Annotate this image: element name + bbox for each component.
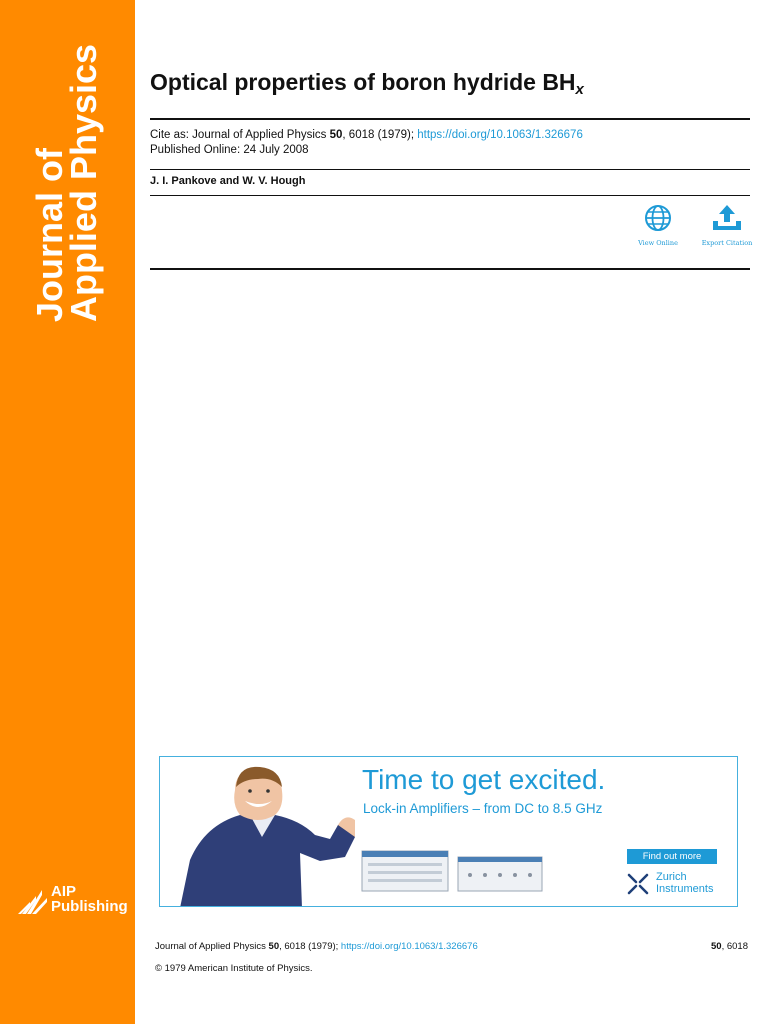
citation-block bbox=[150, 128, 583, 158]
aip-flame-icon bbox=[16, 886, 48, 916]
export-citation-button[interactable] bbox=[697, 203, 757, 247]
doi-link[interactable]: https://doi.org/10.1063/1.326676 bbox=[417, 129, 583, 141]
globe-icon bbox=[643, 203, 673, 233]
footer-page-number bbox=[711, 941, 748, 952]
brand-line2: Instruments bbox=[656, 883, 714, 895]
title-divider bbox=[150, 118, 750, 120]
footer-doi-link[interactable]: https://doi.org/10.1063/1.326676 bbox=[340, 941, 478, 952]
find-out-more-button[interactable]: Find out more bbox=[627, 849, 717, 864]
footer-page-num: , 6018 bbox=[721, 941, 748, 952]
footer-journal: Journal of Applied Physics bbox=[155, 941, 269, 952]
title-subscript: x bbox=[575, 81, 584, 98]
footer-volume: 50 bbox=[268, 941, 280, 952]
journal-name-line1: Journal of bbox=[29, 148, 70, 323]
view-online-button[interactable] bbox=[628, 203, 688, 247]
copyright-notice: © 1979 American Institute of Physics. bbox=[155, 963, 313, 974]
footer-pages-year: , 6018 (1979); bbox=[279, 941, 341, 952]
cite-volume: 50 bbox=[329, 129, 343, 141]
article-title bbox=[150, 69, 584, 98]
article-title-text: Optical properties of boron hydride BH bbox=[150, 69, 576, 95]
aip-text: AIP bbox=[51, 883, 77, 900]
citation-divider bbox=[150, 169, 750, 170]
publishing-text: Publishing bbox=[51, 898, 128, 915]
view-online-label: View Online bbox=[638, 239, 678, 247]
published-online: Published Online: 24 July 2008 bbox=[150, 144, 309, 156]
footer-citation bbox=[155, 941, 478, 952]
journal-name-line2: Applied Physics bbox=[63, 43, 104, 323]
ad-subheadline: Lock-in Amplifiers – from DC to 8.5 GHz bbox=[363, 801, 603, 816]
authors-divider bbox=[150, 195, 750, 196]
lock-in-amplifier-devices-image bbox=[360, 845, 545, 895]
ad-headline: Time to get excited. bbox=[362, 764, 606, 795]
advertisement-banner[interactable] bbox=[159, 756, 738, 907]
brand-line1: Zurich bbox=[656, 871, 687, 883]
header-bottom-divider bbox=[150, 268, 750, 270]
zurich-instruments-text bbox=[656, 871, 713, 895]
zurich-x-icon bbox=[627, 873, 649, 895]
cite-prefix: Cite as: Journal of Applied Physics bbox=[150, 129, 330, 141]
smiling-person-image bbox=[180, 765, 355, 907]
export-icon bbox=[710, 203, 744, 233]
cite-pages-year: , 6018 (1979); bbox=[342, 129, 418, 141]
journal-name bbox=[29, 43, 104, 323]
cite-line bbox=[150, 128, 583, 143]
export-citation-label: Export Citation bbox=[701, 239, 753, 247]
journal-sidebar bbox=[0, 0, 135, 1024]
footer-page-volume: 50 bbox=[711, 941, 722, 952]
authors: J. I. Pankove and W. V. Hough bbox=[150, 175, 306, 187]
